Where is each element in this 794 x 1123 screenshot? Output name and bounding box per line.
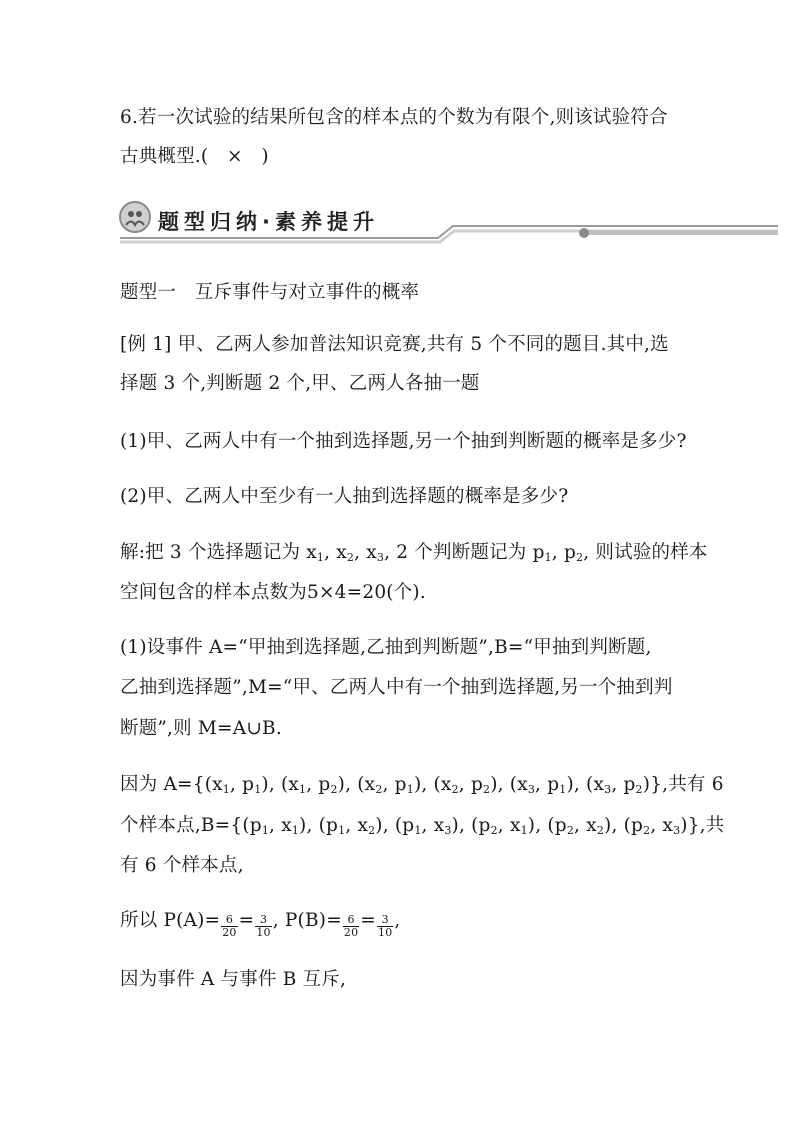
subscript: 2 [346, 551, 355, 564]
people-icon [118, 200, 152, 234]
fraction-3-10: $\frac{3}{10}$ [378, 913, 393, 939]
set-a-suffix: },共有 6 [650, 774, 724, 795]
prob-end: , [394, 910, 401, 931]
section-banner [118, 200, 778, 246]
example-line1: [例 1] 甲、乙两人参加普法知识竞赛,共有 5 个不同的题目.其中,选 [120, 334, 669, 355]
section-heading: 题型一 互斥事件与对立事件的概率 [120, 282, 420, 303]
solution-line1 [120, 541, 708, 565]
question-2: (2)甲、乙两人中至少有一人抽到选择题的概率是多少? [120, 486, 569, 507]
equals-sign: = [360, 910, 376, 931]
set-b-prefix: 个样本点,B={ [120, 815, 243, 836]
sol-text-c: , x [354, 542, 377, 563]
set-b-pairs: ($p_1$, $x_1$), ($p_1$, $x_2$), ($p_1$, $x_3$), ($p_2$, $x_1$), ($p_2$, $x_2$), ($p_2$, $x_3$) [242, 815, 688, 837]
subscript: 1 [316, 551, 325, 564]
solution-line2: 空间包含的样本点数为5×4=20(个). [120, 582, 426, 603]
sol-text-f: , 则试验的样本 [583, 542, 708, 563]
subscript: 1 [544, 551, 552, 564]
example-line2: 择题 3 个,判断题 2 个,甲、乙两人各抽一题 [120, 373, 480, 394]
part1-line2: 乙抽到选择题”,M=“甲、乙两人中有一个抽到选择题,另一个抽到判 [120, 677, 673, 698]
part1-line1: (1)设事件 A=“甲抽到选择题,乙抽到判断题”,B=“甲抽到判断题, [120, 637, 652, 658]
set-end-line: 有 6 个样本点, [120, 855, 244, 876]
prob-prefix: 所以 P(A)= [120, 910, 221, 931]
set-a-prefix: 因为 A={ [120, 774, 205, 795]
equals-sign: = [238, 910, 255, 931]
fraction-6-20: $\frac{6}{20}$ [222, 913, 237, 939]
probability-line [120, 909, 401, 939]
sol-text-b: , x [324, 542, 347, 563]
mutual-exclusive-line: 因为事件 A 与事件 B 互斥, [120, 969, 347, 990]
part1-line3: 断题”,则 M=A∪B. [120, 718, 282, 739]
set-b-suffix: },共 [687, 815, 725, 836]
sol-text-e: , p [551, 542, 577, 563]
banner-title: 题型归纳·素养提升 [158, 210, 379, 234]
fraction-3-10: $\frac{3}{10}$ [256, 913, 271, 939]
set-b-line [120, 814, 724, 838]
sol-text-a: 解:把 3 个选择题记为 x [120, 542, 317, 563]
prob-mid: , P(B)= [272, 910, 342, 931]
item6-line2: 古典概型.( × ) [120, 146, 269, 167]
sol-text-d: , 2 个判断题记为 p [384, 542, 545, 563]
set-a-line [120, 773, 724, 797]
item6-line1: 6.若一次试验的结果所包含的样本点的个数为有限个,则该试验符合 [120, 107, 668, 128]
set-a-pairs: ($x_1$, $p_1$), ($x_1$, $p_2$), ($x_2$, $p_1$), ($x_2$, $p_2$), ($x_3$, $p_1$), ($x_3$, $p_2$) [204, 774, 651, 796]
subscript: 3 [376, 551, 385, 564]
fraction-6-20: $\frac{6}{20}$ [343, 913, 359, 939]
question-1: (1)甲、乙两人中有一个抽到选择题,另一个抽到判断题的概率是多少? [120, 431, 687, 452]
subscript: 2 [576, 551, 584, 564]
